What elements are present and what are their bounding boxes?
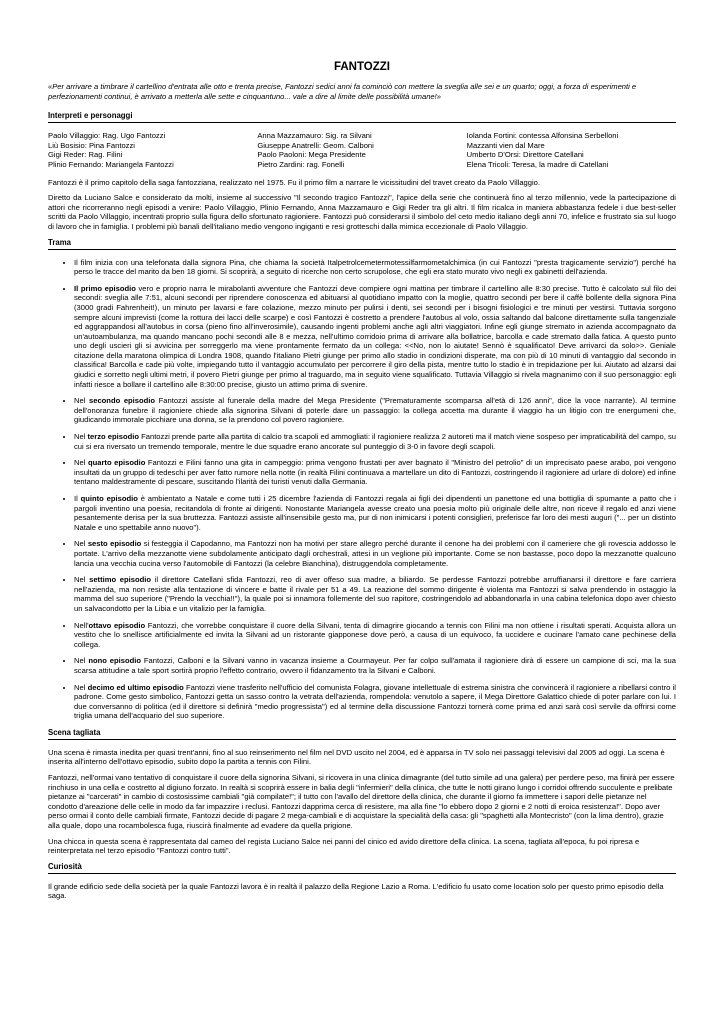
intro-paragraph: Diretto da Luciano Salce e considerato da molti, insieme al successivo "Il secondo tragico Fantozzi", l'apice della serie che continuerà fino al terzo millennio, vede la partecipazione di attori che ricorreranno negli episodi a venire: Paolo Villaggio, Plinio Fernando, Anna Mazzamauro e Gigi Reder tra gli altri. Il film ricalca in maniera abbastanza fedele i due best-seller scritti da Paolo Villaggio, incentrati proprio sulla figura dello sfortunato ragioniere. Fantozzi può considerarsi il simbolo del ceto medio italiano degli anni 70, infelice e frustrato sia sul luogo di lavoro che in famiglia. I problemi più banali dell'italiano medio vengono ingiganti e resi grotteschi dalla mimica eccezionale di Paolo Villaggio. xyxy=(48,193,676,231)
cast-column xyxy=(48,131,257,169)
trivia-paragraph: Il grande edificio sede della società per la quale Fantozzi lavora è in realtà il palazzo della Regione Lazio a Roma. L'edificio fu usato come location solo per questo primo episodio della saga. xyxy=(48,881,664,901)
cast-entry: Elena Tricoli: Teresa, la madre di Catellani xyxy=(466,159,609,169)
opening-quote: «Per arrivare a timbrare il cartellino d'entrata alle otto e trenta precise, Fantozzi sedici anni fa cominciò con mettere la sveglia alle sei e un quarto; oggi, a forza di esperimenti e perfezionamenti continui, è arrivato a metterla alle sette e cinquantuno... vale a dire al limite delle possibilità umane!» xyxy=(48,82,637,101)
plot-item: • Nel sesto episodio si festeggia il Capodanno, ma Fantozzi non ha motivi per stare allegro perché durante il cenone ha dei problemi con il cameriere che gli rovescia addosso le portate. L'arrivo della mezzanotte viene subdolamente anticipato dagli orchestrali, attesi in un veglione più importante. Come se non bastasse, poco dopo la mezzanotte qualcuno lancia una vecchia cucina verso l'automobile di Fantozzi (la celebre Bianchina), distruggendola completamente. xyxy=(74,539,676,568)
plot-list xyxy=(48,258,676,721)
plot-item: • Il quinto episodio è ambientato a Natale e come tutti i 25 dicembre l'azienda di Fantozzi regala ai figli dei dipendenti un panettone ed una bottiglia di spumante a patto che i pargoli inventino una poesia, recitandola di fronte ai dirigenti. Nonostante Mariangela avesse creato una poesia molto più originale delle altre, non riceve il regalo ed anzi viene pesantemente derisa per la sua bruttezza. Fantozzi assiste all'insensibile gesto ma, pur di non inimicarsi i potenti consiglieri, preferisce far loro dei mesti auguri ("... per un distinto Natale e uno spettabile anno nuovo"). xyxy=(74,494,676,532)
cast-column xyxy=(467,131,676,169)
cast-entry: Umberto D'Orsi: Direttore Catellani xyxy=(466,150,584,160)
section-heading-interpreti: Interpreti e personaggi xyxy=(48,111,676,123)
section-heading-curiosita: Curiosità xyxy=(48,862,676,874)
plot-item: • Nel quarto episodio Fantozzi e Filini fanno una gita in campeggio: prima vengono frustati per aver bagnato il "Ministro del petrolio" di un imprecisato paese arabo, poi vengono insultati da un gruppo di tedeschi per aver fatto rumore nella notte (in realtà Filini continuava a martellare un dito di Fantozzi, costringendo il ragioniere ad urlare di dolore) ed infine tentano maldestramente di pescare, suscitando l'ilarità dei turisti venuti dalla Germania. xyxy=(74,458,676,487)
cast-entry: Plinio Fernando: Mariangela Fantozzi xyxy=(48,159,174,169)
plot-item: • Nel settimo episodio il direttore Catellani sfida Fantozzi, reo di aver offeso sua madre, a biliardo. Se perdesse Fantozzi potrebbe arruffianarsi il direttore e fare carriera nell'azienda, ma non resiste alla tentazione di vincere e batte il rivale per 51 a 49. La reazione del sommo dirigente è violenta ma Fantozzi si salva prendendo in ostaggio la mamma del suo superiore ("Prendo la vecchia!!"), la quale poi si innamora follemente del suo rapitore, costringendolo ad abbandonarla in una cabina telefonica dopo aver chiesto un salvacondotto per la Libia e un vitalizio per la famiglia. xyxy=(74,575,676,613)
cast-column xyxy=(257,131,466,169)
cut-scene-paragraph: Una scena è rimasta inedita per quasi trent'anni, fino al suo reinserimento nel film nel DVD uscito nel 2004, ed è apparsa in TV solo nei passaggi televisivi dal 2005 ad oggi. La scena è inserita all'interno dell'ottavo episodio, subito dopo la partita a tennis con Filini. xyxy=(48,747,665,767)
cast-entry: Iolanda Fortini: contessa Alfonsina Serbelloni xyxy=(466,131,619,141)
intro-paragraph: Fantozzi è il primo capitolo della saga fantozziana, realizzato nel 1975. Fu il primo film a narrare le vicissitudini del travet creato da Paolo Villaggio. xyxy=(48,177,541,187)
plot-item: • Nel nono episodio Fantozzi, Calboni e la Silvani vanno in vacanza insieme a Courmayeur. Per far colpo sull'amata il ragioniere dirà di essere un campione di sci, ma la sua scarsa attitudine a tale sport sortirà proprio l'effetto contrario, ovvero il fidanzamento tra la Silvani e Calboni. xyxy=(74,656,676,675)
section-heading-scena-tagliata: Scena tagliata xyxy=(48,728,676,740)
cast-entry: Pietro Zardini: rag. Fonelli xyxy=(257,159,345,169)
cut-scene-paragraph: Una chicca in questa scena è rappresentata dal cameo del regista Luciano Salce nei panni del cinico ed avido direttore della clinica. La scena, tagliata all'epoca, fu poi ripresa e reinterpretata nel terzo episodio "Fantozzi contro tutti". xyxy=(48,836,640,856)
cast-entry: Giuseppe Anatrelli: Geom. Calboni xyxy=(257,140,374,150)
cast-entry: Liù Bosisio: Pina Fantozzi xyxy=(48,140,135,150)
document-title: FANTOZZI xyxy=(333,61,390,73)
plot-item: • Il primo episodio vero e proprio narra le mirabolanti avventure che Fantozzi deve compiere ogni mattina per timbrare il cartellino alle 8:30 precise. Tutto è calcolato sul filo dei secondi: sveglia alle 7:51, alcuni secondi per riprendere conoscenza ed abituarsi al quotidiano impatto con la moglie, quattro secondi per bere il caffè bollente della signora Pina (3000 gradi Fahrenheit!), un minuto per lavarsi e fare colazione, mezzo minuto per pulirsi i denti, sei secondi per i bisogni fisiologici e tre minuti per vestirsi. Tuttavia sorgono sempre alcuni imprevisti (come la rottura dei lacci delle scarpe) e così Fantozzi è costretto a prendere l'autobus al volo, ossia saltando dal balcone direttamente sulla tangenziale ed aggrappandosi all'autobus in corsa (pieno fino all'inverosimile), causando ingenti problemi anche agli altri viaggiatori. Infine egli giunge stremato in azienda accompagnato da un'autoambulanza, ma quando mancano pochi secondi alle 8 e mezza, nell'ultimo corridoio prima di arrivare alla bollatrice, barcolla e cade stremato dalla fatica. A questo punto uno degli uscieri gli si avvicina per sorreggerlo ma viene prontamente fermato da un collega: <<No, non lo aiutate! Sennò è squalificato! Deve arrivarci da solo>>. Geniale citazione della maratona olimpica di Londra 1908, quando l'italiano Pietri giunge per primo allo stadio in condizioni disperate, ma con più di 10 minuti di vantaggio dal secondo in classifica! Barcolla e cade più volte, impiegando tutto il vantaggio accumulato per percorrere il giro della pista, mentre tutto lo stadio è in trepidazione per lui. Aiutato ad alzarsi dai giudici e sorretto negli ultimi metri, il povero Pietri giunge per primo al traguardo, ma in seguito viene squalificato. Tuttavia Villaggio si rivela magnanimo con il suo personaggio: egli infatti riesce a bollare il cartellino alle 8:30:00 precise, giusto un attimo prima di svenire. xyxy=(74,284,676,390)
plot-item: • Nel terzo episodio Fantozzi prende parte alla partita di calcio tra scapoli ed ammogliati: il ragioniere realizza 2 autoreti ma il match viene sospeso per impraticabilità del campo, su cui si era riversato un tremendo temporale, mentre le due squadre erano ancorate sul punteggio di 3-0 in favore degli scapoli. xyxy=(74,432,676,451)
cast-entry: Anna Mazzamauro: Sig. ra Silvani xyxy=(257,131,372,141)
cast-entry: Gigi Reder: Rag. Filini xyxy=(48,150,123,160)
plot-item: • Nel secondo episodio Fantozzi assiste al funerale della madre del Mega Presidente ("Prematuramente scomparsa all'età di 126 anni", dice la voce narrante). Al termine dell'onoranza funebre il ragioniere chiede alla signorina Silvani di poterle dare un passaggio: la collega accetta ma durante il viaggio ha un litigio con tre energumeni che, giudicando immorale picchiare una donna, se la prendono col povero ragioniere. xyxy=(74,396,676,425)
cast-list xyxy=(48,131,676,169)
plot-item: • Il film inizia con una telefonata dalla signora Pina, che chiama la società Italpetrolcemetermotessilfarmometalchimica (in cui Fantozzi "presta tragicamente servizio") perché ha perso le tracce del marito da ben 18 giorni. Si scoprirà, a seguito di ricerche non certo scrupolose, che egli era stato murato vivo negli ex gabinetti dell'azienda. xyxy=(74,258,676,277)
document-page xyxy=(48,60,676,907)
plot-item: • Nel decimo ed ultimo episodio Fantozzi viene trasferito nell'ufficio del comunista Folagra, giovane intellettuale di estrema sinistra che convincerà il ragioniere a ribellarsi contro il padrone. Come gesto simbolico, Fantozzi getta un sasso contro la vetrata dell'azienda, rompendola: venutolo a sapere, il Mega Direttore Galattico chiede di poter parlare con lui. I due conversanno di politica (ed il direttore si definirà "medio progressista") ed al termine della discussione Fantozzi tornerà come prima ed anzi sarà così servile da offrirsi come triglia umana dell'acquario del suo superiore. xyxy=(74,683,676,721)
plot-item: • Nell'ottavo episodio Fantozzi, che vorrebbe conquistare il cuore della Silvani, tenta di dimagrire giocando a tennis con Filini ma non ottiene i risultati sperati. Acquista allora un vestito che lo snellisce artificialmente ed invita la Silvani ad un ristorante giapponese dove però, a causa di un equivoco, fa uccidere e cucinare l'amato cane pechinese della collega. xyxy=(74,621,676,650)
cut-scene-paragraph: Fantozzi, nell'ormai vano tentativo di conquistare il cuore della signorina Silvani, si ricovera in una clinica dimagrante (del tutto simile ad una galera) per perdere peso, ma finirà per essere rinchiuso in una cella e costretto al digiuno forzato. In realtà si scoprirà essere in balia degli "infermieri" della clinica, che tutte le notti girano lungo i corridoi offrendo succulente e prelibate pietanze ai "carcerati" in cambio di costosissime cambiali "già compilate!"; il tutto con l'avallo del direttore della clinica, che durante il giorno fa immettere i sapori delle pietanze nel condotto d'areazione delle celle in modo da far impazzire i reclusi. Fantozzi dapprima cerca di resistere, ma alla fine "lo ebbero dopo 2 giorni e 2 notti di eroica resistenza!". Dopo aver perso ormai il conto delle cambiali firmate, Fantozzi decide di pagare 2 mega-cambiali e di acquistare la specialità della casa: gli "spaghetti alla Montecristo" (con la lima dentro), grazie alla quale, dopo una rocambolesca fuga, riuscirà finalmente ad evadere da quella prigione. xyxy=(48,773,675,831)
cast-entry: Mazzanti vien dal Mare xyxy=(466,140,545,150)
cast-entry: Paolo Paoloni: Mega Presidente xyxy=(257,150,366,160)
cast-entry: Paolo Villaggio: Rag. Ugo Fantozzi xyxy=(48,131,166,141)
section-heading-trama: Trama xyxy=(48,238,676,250)
